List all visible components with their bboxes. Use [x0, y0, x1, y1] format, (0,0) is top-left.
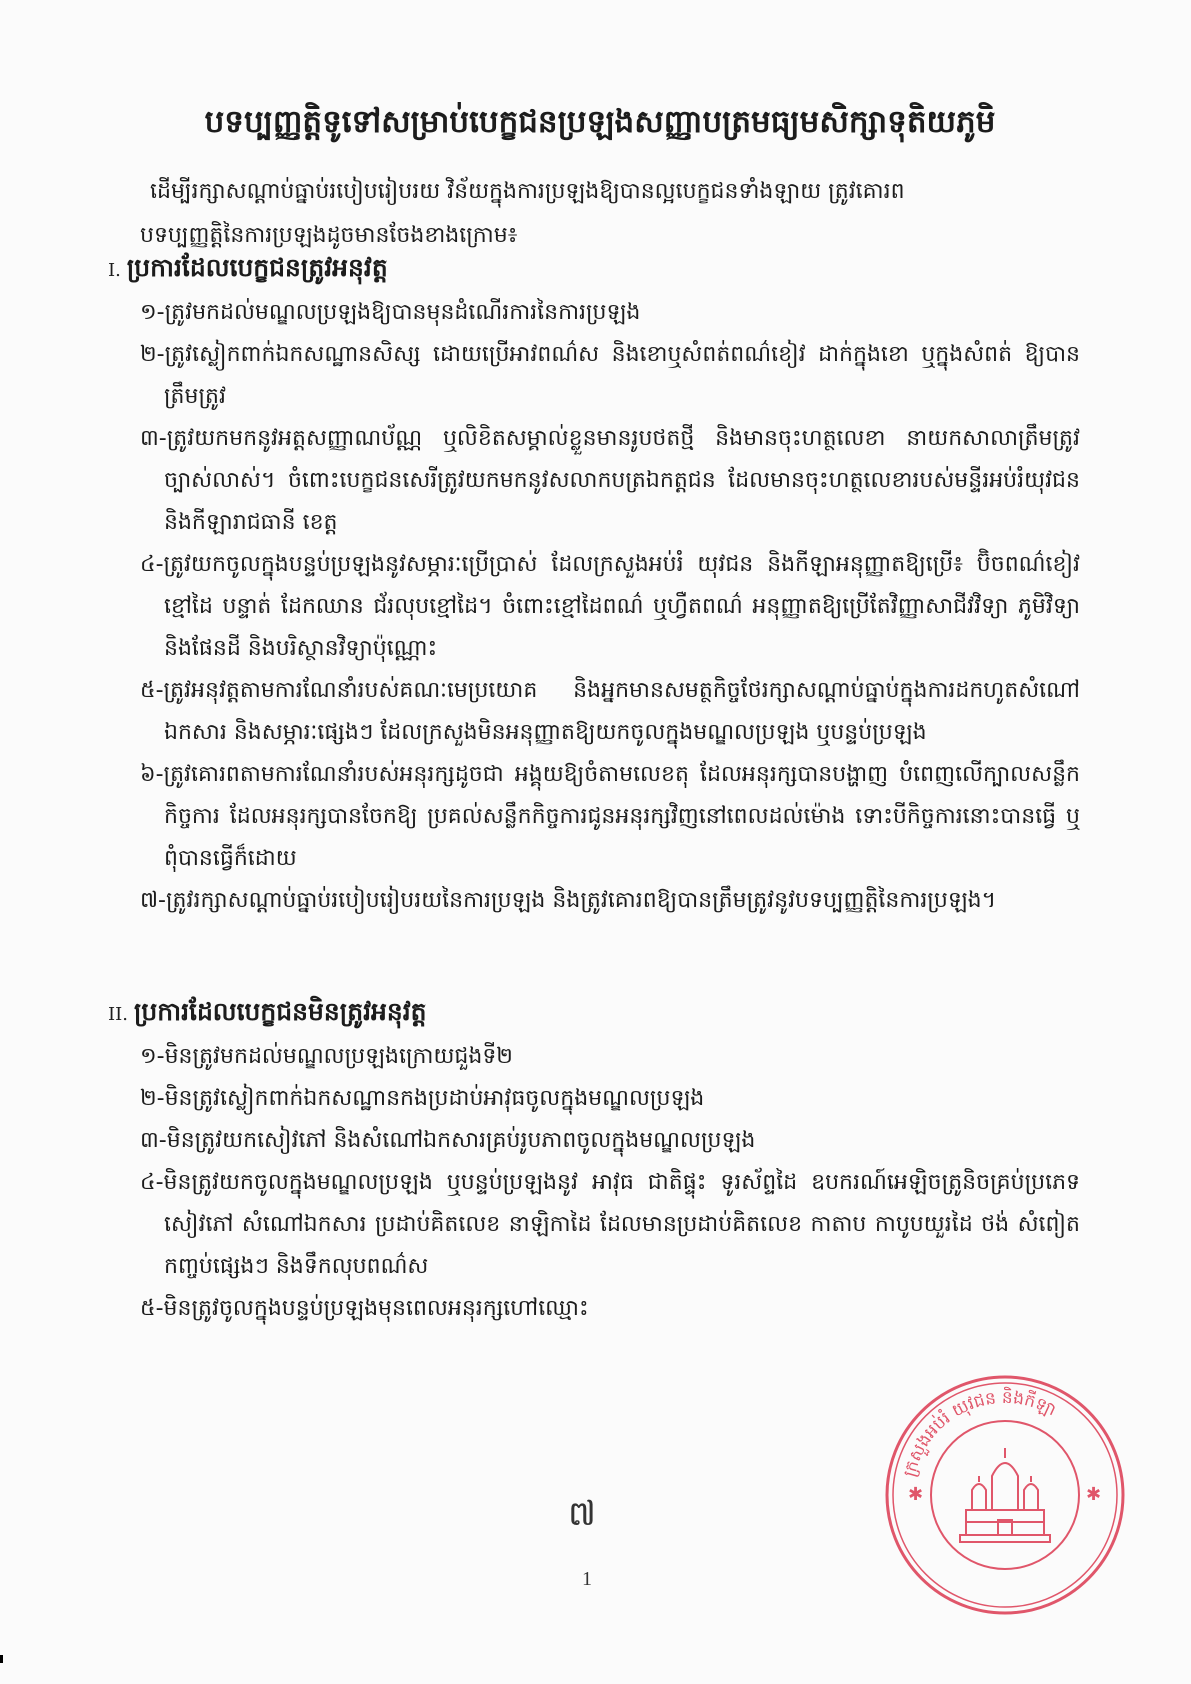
section-1-roman: I. — [108, 260, 121, 281]
intro-line-2: បទប្បញ្ញត្តិនៃការប្រឡងដូចមានចែងខាងក្រោម៖ — [140, 223, 518, 248]
section-2-roman: II. — [108, 1004, 128, 1025]
official-seal-stamp — [880, 1370, 1130, 1620]
list-item: ៤-ត្រូវយកចូលក្នុងបន្ទប់ប្រឡងនូវសម្ភារៈប្រើប្រាស់ ដែលក្រសួងអប់រំ យុវជន និងកីឡាអនុញ្ញាតឱ្យប្រើ៖ ប៊ិចពណ៌ខៀវ ខ្មៅដៃ បន្ទាត់ ដែកឈាន ជ័រលុបខ្មៅដៃ។ ចំពោះខ្មៅដៃពណ៌ ឬហ្វឺតពណ៌ អនុញ្ញាតឱ្យប្រើតែវិញ្ញាសាជីវវិទ្យា ភូមិវិទ្យា និងផែនដី និងបរិស្ថានវិទ្យាប៉ុណ្ណោះ — [140, 552, 1080, 661]
intro-line-1: ដើម្បីរក្សាសណ្តាប់ធ្នាប់របៀបរៀបរយ វិន័យក្នុងការប្រឡងឱ្យបានល្អបេក្ខជនទាំងឡាយ ត្រូវគោរព — [150, 179, 905, 204]
list-item: ៧-ត្រូវរក្សាសណ្តាប់ធ្នាប់របៀបរៀបរយនៃការប្រឡង និងត្រូវគោរពឱ្យបានត្រឹមត្រូវនូវបទប្បញ្ញត្តិនៃការប្រឡង។ — [140, 888, 997, 913]
list-item: ៣-ត្រូវយកមកនូវអត្តសញ្ញាណប័ណ្ណ ឬលិខិតសម្គាល់ខ្លួនមានរូបថតថ្មី និងមានចុះហត្ថលេខា នាយកសាលាត្រឹមត្រូវច្បាស់លាស់។ ចំពោះបេក្ខជនសេរីត្រូវយកមកនូវសលាកបត្រឯកត្តជន ដែលមានចុះហត្ថលេខារបស់មន្ទីរអប់រំយុវជន និងកីឡារាជធានី ខេត្ត — [140, 426, 1080, 535]
list-item: ៤-មិនត្រូវយកចូលក្នុងមណ្ឌលប្រឡង ឬបន្ទប់ប្រឡងនូវ អាវុធ ជាតិផ្ទុះ ទូរស័ព្ទដៃ ឧបករណ៍អេឡិចត្រូនិចគ្រប់ប្រភេទ សៀវភៅ សំណៅឯកសារ ប្រដាប់គិតលេខ នាឡិកាដៃ ដែលមានប្រដាប់គិតលេខ កាតាប កាបូបយួរដៃ ថង់ សំពៀត កញ្ចប់ផ្សេងៗ និងទឹកលុបពណ៌ស — [140, 1170, 1080, 1279]
angkor-temple-emblem — [960, 1448, 1050, 1542]
section-1-list — [140, 292, 1080, 922]
section-2-title: ប្រការដែលបេក្ខជនមិនត្រូវអនុវត្ត — [133, 997, 427, 1026]
list-item: ៦-ត្រូវគោរពតាមការណែនាំរបស់អនុរក្សដូចជា អង្គុយឱ្យចំតាមលេខតុ ដែលអនុរក្សបានបង្ហាញ បំពេញលើក្បាលសន្លឹកកិច្ចការ ដែលអនុរក្សបានចែកឱ្យ ប្រគល់សន្លឹកកិច្ចការជូនអនុរក្សវិញនៅពេលដល់ម៉ោង ទោះបីកិច្ចការនោះបានធ្វើ ឬពុំបានធ្វើក៏ដោយ — [140, 762, 1080, 871]
scan-mark — [0, 1655, 3, 1663]
page-number: 1 — [582, 1568, 592, 1590]
document-title: បទប្បញ្ញត្តិទូទៅសម្រាប់បេក្ខជនប្រឡងសញ្ញាបត្រមធ្យមសិក្សាទុតិយភូមិ — [204, 104, 996, 140]
section-1-heading — [108, 246, 388, 293]
list-item: ១-មិនត្រូវមកដល់មណ្ឌលប្រឡងក្រោយជួងទី២ — [140, 1044, 513, 1069]
handwritten-page-mark: ៧ — [568, 1494, 596, 1534]
seal-text: ក្រសួងអប់រំ យុវជន និងកីឡា — [899, 1387, 1060, 1480]
list-item: ៥-មិនត្រូវចូលក្នុងបន្ទប់ប្រឡងមុនពេលអនុរក្សហៅឈ្មោះ — [140, 1296, 589, 1321]
seal-star-right: ✱ — [1086, 1484, 1102, 1505]
section-2-list — [140, 1036, 1080, 1330]
list-item: ៥-ត្រូវអនុវត្តតាមការណែនាំរបស់គណៈមេប្រយោគ និងអ្នកមានសមត្ថកិច្ចថែរក្សាសណ្តាប់ធ្នាប់ក្នុងការដកហូតសំណៅឯកសារ និងសម្ភារៈផ្សេងៗ ដែលក្រសួងមិនអនុញ្ញាតឱ្យយកចូលក្នុងមណ្ឌលប្រឡង ឬបន្ទប់ប្រឡង — [140, 678, 1080, 745]
intro-paragraph — [140, 170, 1065, 258]
list-item: ២-ត្រូវស្លៀកពាក់ឯកសណ្ឋានសិស្ស ដោយប្រើអាវពណ៌ស និងខោឬសំពត់ពណ៌ខៀវ ដាក់ក្នុងខោ ឬក្នុងសំពត់ ឱ្យបានត្រឹមត្រូវ — [140, 342, 1080, 409]
list-item: ១-ត្រូវមកដល់មណ្ឌលប្រឡងឱ្យបានមុនដំណើរការនៃការប្រឡង — [140, 300, 641, 325]
seal-star-left: ✱ — [908, 1484, 924, 1505]
list-item: ២-មិនត្រូវស្លៀកពាក់ឯកសណ្ឋានកងប្រដាប់អាវុធចូលក្នុងមណ្ឌលប្រឡង — [140, 1086, 705, 1111]
section-2-heading — [108, 990, 427, 1037]
list-item: ៣-មិនត្រូវយកសៀវភៅ និងសំណៅឯកសារគ្រប់រូបភាពចូលក្នុងមណ្ឌលប្រឡង — [140, 1128, 756, 1153]
section-1-title: ប្រការដែលបេក្ខជនត្រូវអនុវត្ត — [126, 253, 388, 282]
